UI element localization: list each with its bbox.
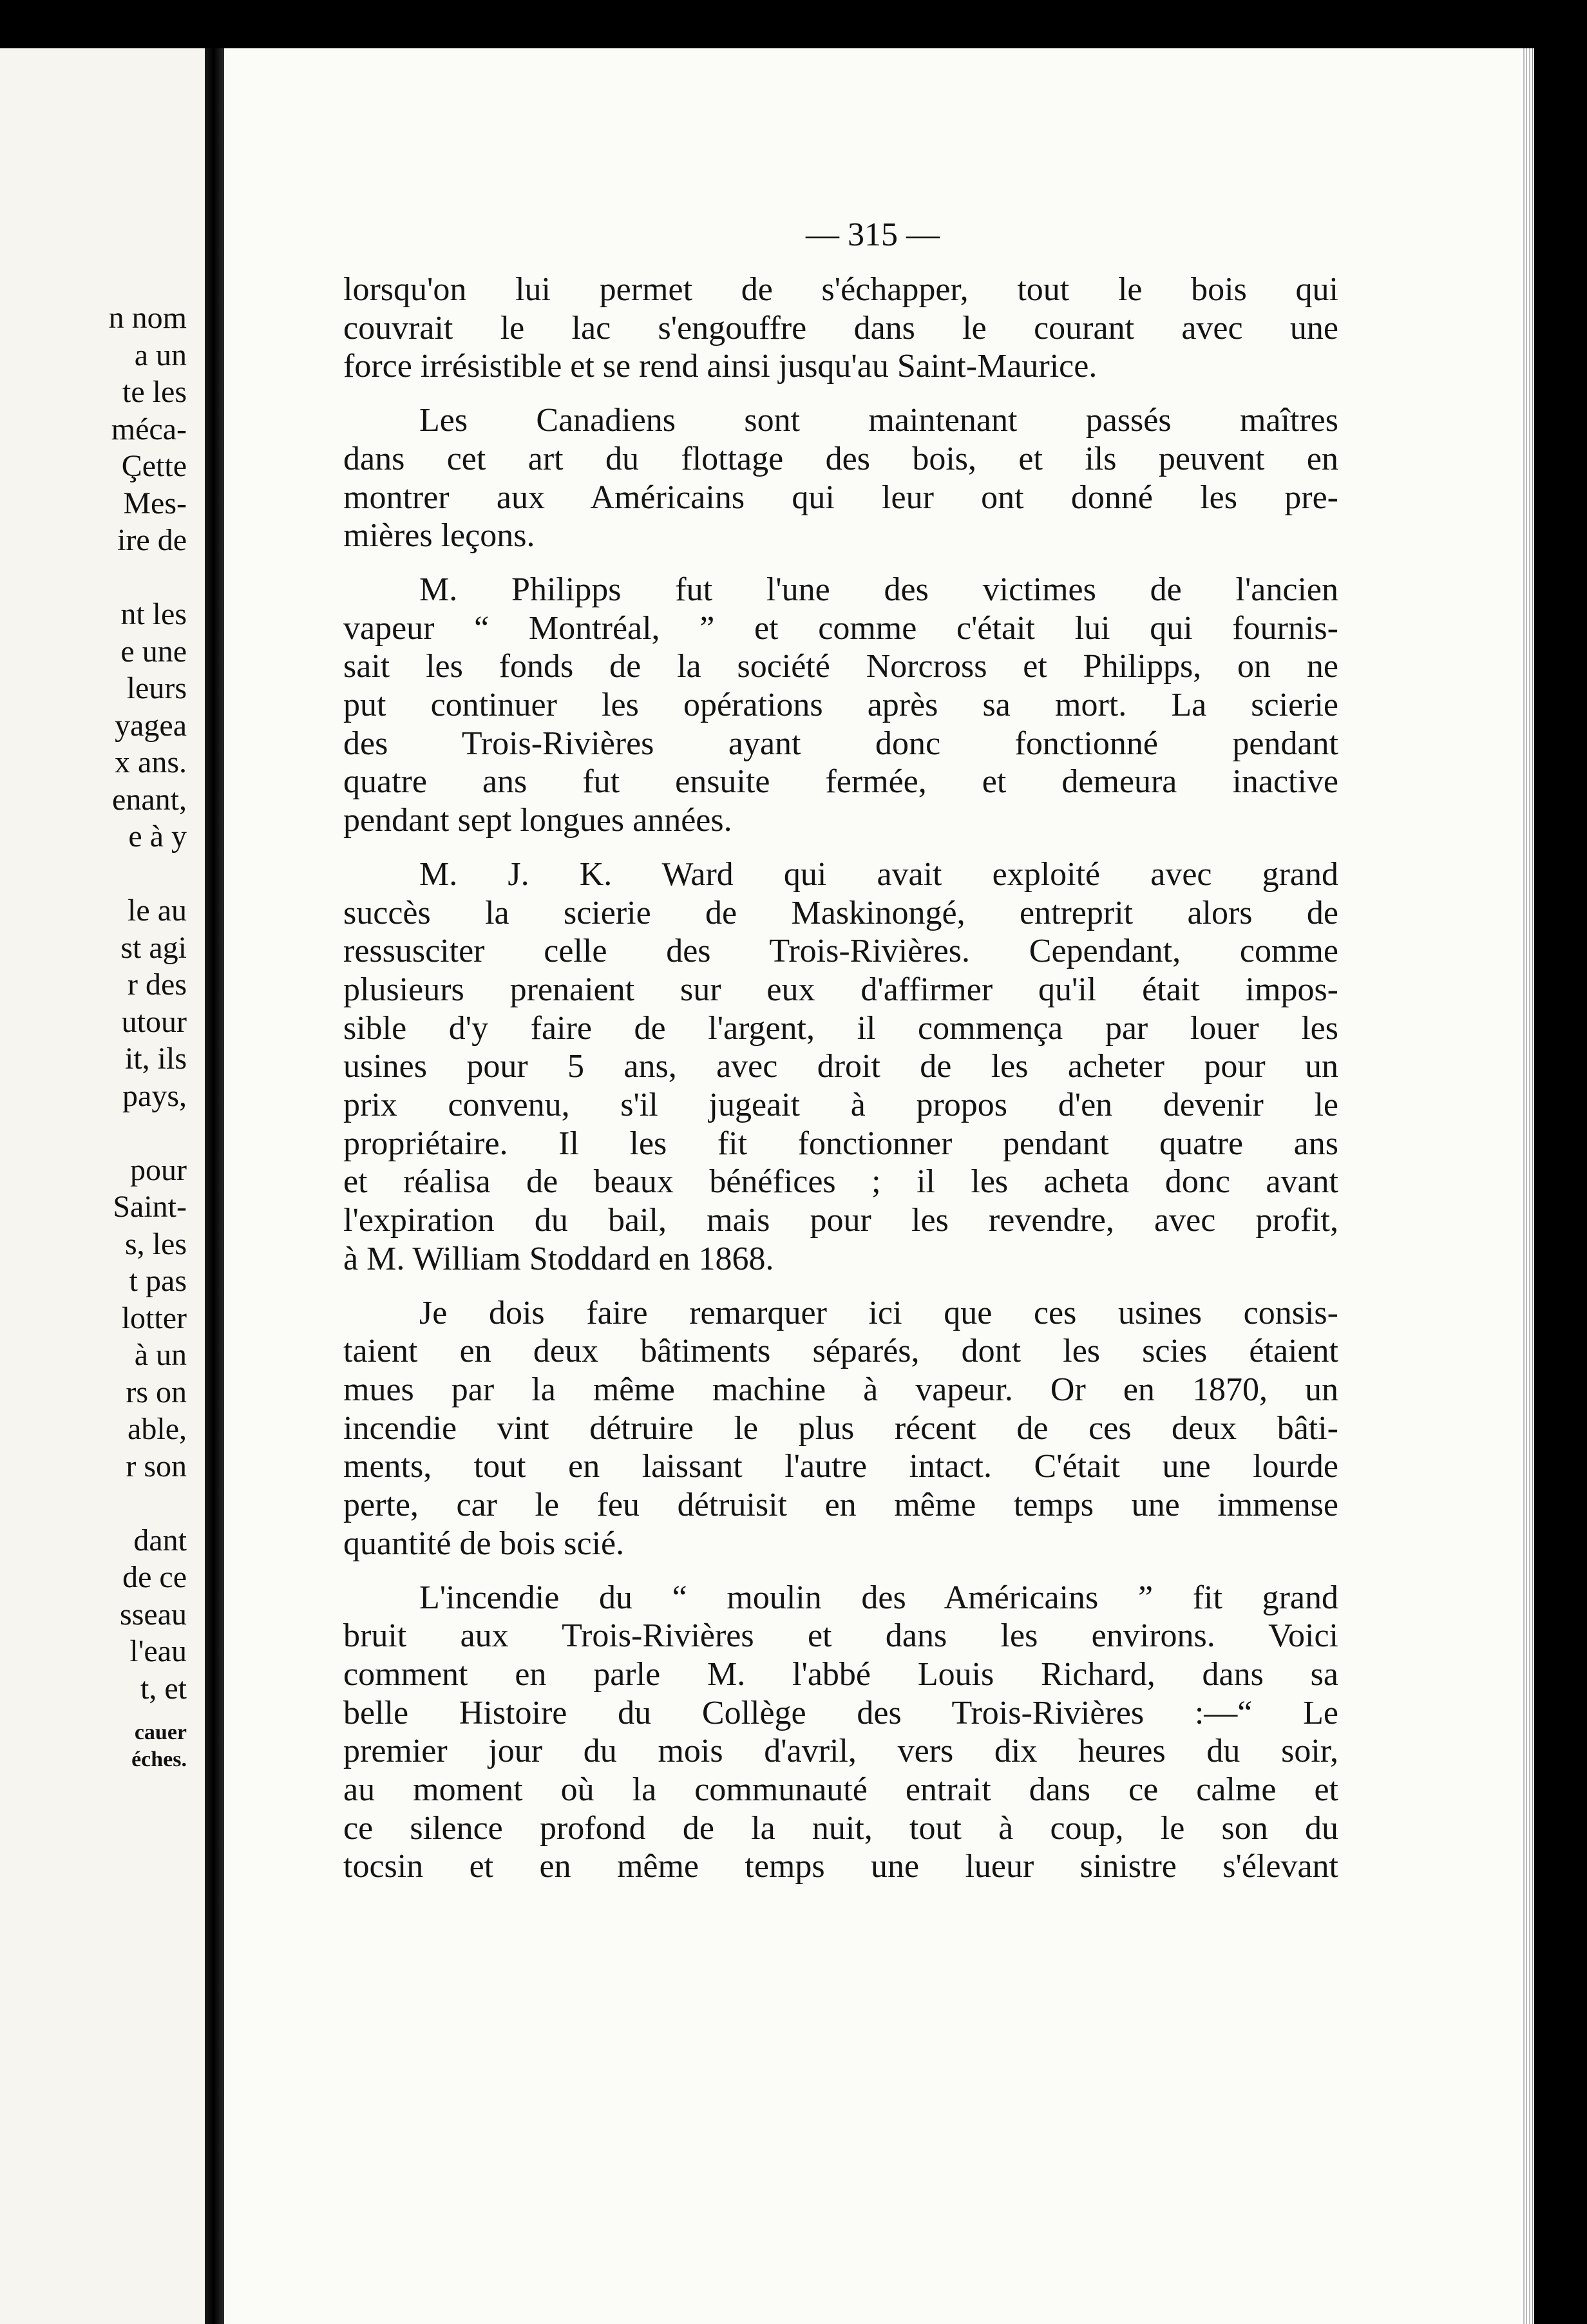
left-page-line: t, et: [140, 1671, 187, 1706]
text-line: tocsin et en même temps une lueur sinistre s'élevant: [343, 1848, 1338, 1885]
text-line: belle Histoire du Collège des Trois-Rivières :—“ Le: [343, 1694, 1338, 1731]
left-page-line: r des: [128, 967, 187, 1002]
text-line: premier jour du mois d'avril, vers dix heures du soir,: [343, 1733, 1338, 1770]
left-page-line: st agi: [120, 930, 187, 965]
left-page-line: e une: [120, 634, 187, 669]
text-line: taient en deux bâtiments séparés, dont les scies étaient: [343, 1333, 1338, 1370]
left-page-line: r son: [126, 1449, 187, 1483]
left-page-line: dant: [133, 1523, 187, 1557]
left-page-line: utour: [121, 1004, 187, 1039]
text-line: l'expiration du bail, mais pour les revendre, avec profit,: [343, 1202, 1338, 1239]
text-line: lorsqu'on lui permet de s'échapper, tout le bois qui: [343, 271, 1338, 308]
left-page-line: méca-: [111, 412, 187, 446]
text-line: mues par la même machine à vapeur. Or en 1870, un: [343, 1371, 1338, 1408]
text-line: au moment où la communauté entrait dans ce calme et: [343, 1771, 1338, 1809]
paragraph: [343, 1294, 1338, 1563]
left-page-line: leurs: [126, 671, 187, 705]
left-page-line: sseau: [120, 1597, 187, 1632]
left-page-line: enant,: [112, 782, 187, 817]
left-page-line: de ce: [122, 1560, 187, 1594]
paragraph-gap: [343, 555, 1338, 571]
text-line: succès la scierie de Maskinongé, entreprit alors de: [343, 894, 1338, 931]
left-page-line: le au: [128, 893, 187, 928]
page-stack-edge: [1521, 48, 1534, 2324]
text-line: dans cet art du flottage des bois, et ils peuvent en: [343, 440, 1338, 477]
left-page-line: e à y: [128, 819, 187, 853]
text-line: Les Canadiens sont maintenant passés maîtres: [419, 402, 1338, 439]
left-facing-page: [0, 48, 205, 2324]
text-line: vapeur “ Montréal, ” et comme c'était lui qui fournis-: [343, 609, 1338, 647]
paragraph: [343, 571, 1338, 840]
text-line: ressusciter celle des Trois-Rivières. Cependant, comme: [343, 933, 1338, 970]
text-line: sible d'y faire de l'argent, il commença par louer les: [343, 1009, 1338, 1047]
left-page-line: n nom: [108, 301, 187, 335]
text-line: propriétaire. Il les fit fonctionner pendant quatre ans: [343, 1125, 1338, 1162]
left-page-line: x ans.: [115, 745, 187, 779]
paragraph: [343, 401, 1338, 555]
paragraph-gap: [343, 1563, 1338, 1579]
scan-right-margin: [1534, 48, 1587, 2324]
left-page-line: Çette: [121, 449, 187, 483]
text-line: montrer aux Américains qui leur ont donné les pre-: [343, 479, 1338, 516]
left-page-line: lotter: [121, 1300, 187, 1335]
left-page-line: t pas: [129, 1264, 187, 1298]
left-page-line: yagea: [115, 708, 187, 743]
left-page-line: l'eau: [129, 1634, 187, 1668]
left-page-line: able,: [128, 1412, 187, 1446]
left-page-line: nt les: [120, 597, 187, 631]
left-page-footnote-line: éches.: [131, 1748, 187, 1771]
text-line: ce silence profond de la nuit, tout à coup, le son du: [343, 1809, 1338, 1847]
text-line: et réalisa de beaux bénéfices ; il les acheta donc avant: [343, 1163, 1338, 1201]
text-line: sait les fonds de la société Norcross et Philipps, on ne: [343, 648, 1338, 685]
body-text: [343, 271, 1338, 1886]
text-line: M. J. K. Ward qui avait exploité avec grand: [419, 855, 1338, 893]
text-line: quatre ans fut ensuite fermée, et demeura inactive: [343, 763, 1338, 801]
left-page-footnote-line: cauer: [134, 1720, 187, 1744]
left-page-line: rs on: [126, 1375, 187, 1409]
text-line: quantité de bois scié.: [343, 1525, 625, 1562]
left-page-line: te les: [122, 375, 187, 409]
paragraph-gap: [343, 1279, 1338, 1294]
right-page: [224, 48, 1521, 2324]
text-line: usines pour 5 ans, avec droit de les acheter pour un: [343, 1048, 1338, 1085]
text-line: comment en parle M. l'abbé Louis Richard, dans sa: [343, 1655, 1338, 1693]
text-line: incendie vint détruire le plus récent de ces deux bâti-: [343, 1409, 1338, 1447]
page-number: — 315 —: [806, 216, 940, 253]
text-line: force irrésistible et se rend ainsi jusqu'au Saint-Maurice.: [343, 348, 1098, 385]
left-page-line: pour: [130, 1152, 187, 1187]
paragraph: [343, 271, 1338, 386]
left-page-line: ire de: [117, 523, 187, 557]
text-line: plusieurs prenaient sur eux d'affirmer qu'il était impos-: [343, 971, 1338, 1008]
text-line: mières leçons.: [343, 517, 535, 555]
text-line: couvrait le lac s'engouffre dans le courant avec une: [343, 309, 1338, 347]
text-line: pendant sept longues années.: [343, 802, 732, 839]
text-line: prix convenu, s'il jugeait à propos d'en devenir le: [343, 1087, 1338, 1124]
paragraph-gap: [343, 840, 1338, 855]
text-line: put continuer les opérations après sa mort. La scierie: [343, 687, 1338, 724]
left-page-line: à un: [134, 1338, 187, 1372]
left-page-line: a un: [134, 338, 187, 372]
text-line: perte, car le feu détruisit en même temps une immense: [343, 1487, 1338, 1524]
text-line: ments, tout en laissant l'autre intact. C'était une lourde: [343, 1448, 1338, 1485]
paragraph: [343, 1579, 1338, 1887]
left-page-line: it, ils: [124, 1042, 187, 1076]
left-page-line: Mes-: [123, 486, 187, 520]
left-page-line: pays,: [122, 1078, 187, 1113]
text-line: M. Philipps fut l'une des victimes de l'ancien: [419, 571, 1338, 608]
text-line: Je dois faire remarquer ici que ces usines consis-: [419, 1294, 1338, 1331]
text-line: L'incendie du “ moulin des Américains ” fit grand: [419, 1579, 1338, 1616]
paragraph-gap: [343, 386, 1338, 401]
left-page-line: s, les: [125, 1226, 187, 1261]
paragraph: [343, 855, 1338, 1279]
book-gutter: [205, 48, 224, 2324]
text-line: bruit aux Trois-Rivières et dans les environs. Voici: [343, 1617, 1338, 1655]
text-line: à M. William Stoddard en 1868.: [343, 1240, 774, 1277]
text-line: des Trois-Rivières ayant donc fonctionné pendant: [343, 725, 1338, 762]
left-page-line: Saint-: [113, 1190, 187, 1224]
